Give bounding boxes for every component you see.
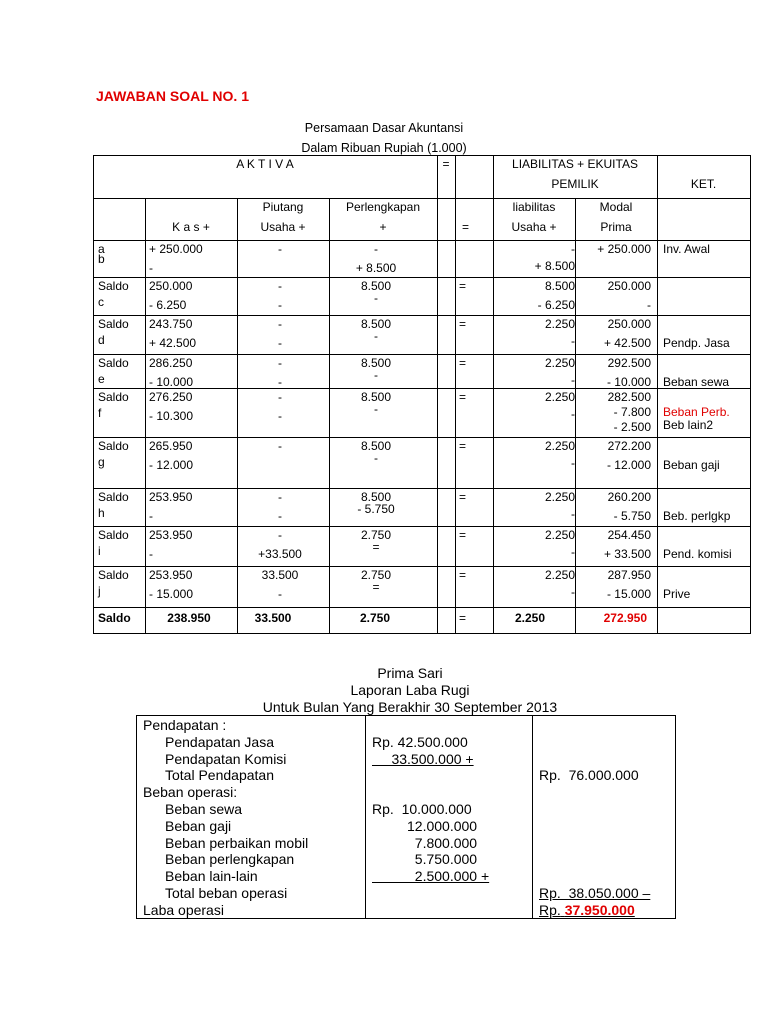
- modal-value: 272.200: [607, 439, 651, 453]
- ket-value: Pend. komisi: [663, 547, 732, 561]
- header-ket: KET.: [690, 177, 717, 191]
- statement-line-label: Beban gaji: [165, 817, 232, 834]
- final-equals: =: [459, 611, 467, 625]
- report-period: Untuk Bulan Yang Berakhir 30 September 2013: [262, 699, 558, 715]
- kas-value: - 12.000: [149, 458, 194, 472]
- piutang-value: -: [278, 490, 282, 504]
- header-kas: K a s +: [172, 220, 210, 234]
- piutang-value: -: [278, 409, 282, 423]
- final-liabilitas: 2.250: [514, 611, 546, 625]
- company-name: Prima Sari: [377, 665, 443, 681]
- row-label: Saldo: [98, 279, 129, 293]
- modal-value: 260.200: [607, 490, 651, 504]
- kas-value: -: [149, 509, 153, 523]
- ket-value: Beban sewa: [663, 375, 730, 389]
- ket-value: Inv. Awal: [663, 242, 710, 256]
- final-kas: 238.950: [167, 611, 211, 625]
- liabilitas-value: 8.500: [544, 279, 575, 293]
- liabilitas-value: 2.250: [544, 390, 575, 404]
- kas-value: 243.750: [149, 317, 193, 331]
- liabilitas-value: + 8.500: [534, 259, 575, 273]
- modal-value: 250.000: [607, 279, 651, 293]
- row-label: Saldo: [98, 439, 129, 453]
- report-name: Laporan Laba Rugi: [350, 682, 470, 698]
- perlengkapan-value: 8.500: [360, 390, 392, 404]
- header-modal-prima: Prima: [600, 220, 632, 234]
- row-label: c: [98, 295, 104, 309]
- kas-value: 286.250: [149, 356, 193, 370]
- perlengkapan-value: -: [374, 368, 378, 382]
- modal-value: + 42.500: [603, 336, 651, 350]
- modal-value: - 15.000: [606, 587, 651, 601]
- header-equals-2: =: [462, 220, 470, 234]
- row-label: Saldo: [98, 317, 129, 331]
- piutang-value: -: [278, 390, 282, 404]
- row-label: j: [98, 584, 101, 598]
- statement-line-label: Beban perlengkapan: [165, 851, 295, 868]
- laba-operasi-value: Rp. 37.950.000: [539, 901, 635, 918]
- kas-value: 265.950: [149, 439, 193, 453]
- liabilitas-value: -: [571, 456, 575, 470]
- perlengkapan-value: 8.500: [360, 439, 392, 453]
- statement-total: Rp. 76.000.000: [539, 767, 639, 784]
- row-label: e: [98, 372, 105, 386]
- piutang-value: -: [278, 528, 282, 542]
- header-piutang: Piutang: [262, 200, 304, 214]
- perlengkapan-value: -: [374, 242, 378, 256]
- perlengkapan-value: 8.500: [360, 317, 392, 331]
- liabilitas-value: -: [571, 545, 575, 559]
- modal-value: - 2.500: [613, 420, 651, 434]
- row-label: h: [98, 506, 105, 520]
- row-label: a: [98, 242, 105, 256]
- row-label: Saldo: [98, 356, 129, 370]
- perlengkapan-value: 2.750: [360, 528, 392, 542]
- equals-sign: =: [459, 439, 467, 453]
- piutang-value: -: [278, 317, 282, 331]
- piutang-value: -: [278, 439, 282, 453]
- liabilitas-value: -: [571, 242, 575, 256]
- modal-value: + 33.500: [603, 547, 651, 561]
- perlengkapan-value: =: [372, 580, 380, 594]
- modal-value: - 10.000: [606, 375, 651, 389]
- income-statement-table: [136, 715, 676, 919]
- statement-line-label: Beban perbaikan mobil: [165, 834, 309, 851]
- equals-sign: =: [459, 317, 467, 331]
- final-modal: 272.950: [603, 611, 647, 625]
- equals-sign: =: [459, 356, 467, 370]
- piutang-value: -: [278, 336, 282, 350]
- kas-value: - 10.000: [149, 375, 194, 389]
- row-label: Saldo: [98, 528, 129, 542]
- final-saldo-label: Saldo: [98, 611, 131, 625]
- row-label: b: [98, 252, 105, 266]
- row-label: Saldo: [98, 490, 129, 504]
- statement-line-label: Beban sewa: [165, 801, 243, 817]
- ket-value: Beban Perb.: [663, 405, 730, 419]
- modal-value: - 5.750: [613, 509, 651, 523]
- kas-value: 253.950: [149, 490, 193, 504]
- subtitle-persamaan: Persamaan Dasar Akuntansi: [304, 121, 464, 135]
- piutang-value: +33.500: [258, 547, 302, 561]
- perlengkapan-value: 2.750: [360, 568, 392, 582]
- statement-amount: 12.000.000: [372, 817, 478, 834]
- kas-value: + 42.500: [149, 336, 197, 350]
- statement-amount: 5.750.000: [372, 851, 478, 868]
- kas-value: - 6.250: [149, 298, 187, 312]
- liabilitas-value: 2.250: [544, 439, 575, 453]
- kas-value: + 250.000: [149, 242, 203, 256]
- piutang-value: -: [278, 279, 282, 293]
- page-title: JAWABAN SOAL NO. 1: [96, 88, 249, 104]
- perlengkapan-value: -: [374, 402, 378, 416]
- piutang-value: -: [278, 242, 282, 256]
- kas-value: -: [149, 547, 153, 561]
- row-label: d: [98, 333, 105, 347]
- header-modal: Modal: [599, 200, 633, 214]
- kas-value: - 15.000: [149, 587, 194, 601]
- liabilitas-value: 2.250: [544, 317, 575, 331]
- row-label: f: [98, 406, 102, 420]
- liabilitas-value: -: [571, 407, 575, 421]
- header-pemilik: PEMILIK: [551, 177, 599, 191]
- kas-value: 250.000: [149, 279, 193, 293]
- modal-value: - 7.800: [613, 405, 651, 419]
- modal-value: 250.000: [607, 317, 651, 331]
- subtitle-satuan: Dalam Ribuan Rupiah (1.000): [301, 141, 467, 155]
- statement-line-label: Beban lain-lain: [165, 868, 258, 885]
- liabilitas-value: -: [571, 507, 575, 521]
- equals-sign: =: [459, 279, 467, 293]
- piutang-value: -: [278, 587, 282, 601]
- header-liabilitas: liabilitas: [512, 200, 556, 214]
- statement-amount: Rp. 10.000.000: [372, 801, 472, 817]
- header-perlengkapan: Perlengkapan: [345, 200, 421, 214]
- statement-line-label: Pendapatan Jasa: [165, 733, 274, 750]
- row-label: Saldo: [98, 390, 129, 404]
- header-piutang-usaha: Usaha +: [260, 220, 306, 234]
- modal-value: 282.500: [607, 390, 651, 404]
- row-label: g: [98, 455, 105, 469]
- ket-value: Beban gaji: [663, 458, 720, 472]
- perlengkapan-value: 8.500: [360, 356, 392, 370]
- final-piutang: 33.500: [254, 611, 292, 625]
- liabilitas-value: 2.250: [544, 528, 575, 542]
- perlengkapan-value: -: [374, 291, 378, 305]
- kas-value: 276.250: [149, 390, 193, 404]
- statement-line-label: Beban operasi:: [143, 784, 238, 801]
- liabilitas-value: 2.250: [544, 356, 575, 370]
- statement-amount: 33.500.000 +: [372, 750, 474, 767]
- kas-value: 253.950: [149, 528, 193, 542]
- modal-value: - 12.000: [606, 458, 651, 472]
- equals-sign: =: [459, 390, 467, 404]
- ket-value: Pendp. Jasa: [663, 336, 730, 350]
- liabilitas-value: -: [571, 585, 575, 599]
- ket-value: Prive: [663, 587, 691, 601]
- piutang-value: 33.500: [261, 568, 299, 582]
- piutang-value: -: [278, 375, 282, 389]
- accounting-equation-table: [93, 155, 750, 633]
- header-aktiva: A K T I V A: [236, 157, 294, 171]
- perlengkapan-value: - 5.750: [357, 502, 395, 516]
- perlengkapan-value: + 8.500: [355, 261, 397, 275]
- perlengkapan-value: =: [372, 540, 380, 554]
- statement-amount: Rp. 42.500.000: [372, 733, 468, 750]
- row-label: i: [98, 544, 101, 558]
- perlengkapan-value: -: [374, 451, 378, 465]
- perlengkapan-value: -: [374, 329, 378, 343]
- piutang-value: -: [278, 298, 282, 312]
- statement-line-label: Pendapatan Komisi: [165, 750, 287, 767]
- kas-value: -: [149, 261, 153, 275]
- statement-line-label: Total Pendapatan: [165, 767, 274, 784]
- header-perlengkapan-plus: +: [379, 220, 387, 234]
- equals-sign: =: [459, 490, 467, 504]
- final-perlengkapan: 2.750: [359, 611, 391, 625]
- modal-value: + 250.000: [597, 242, 651, 256]
- kas-value: 253.950: [149, 568, 193, 582]
- piutang-value: -: [278, 356, 282, 370]
- statement-line-label: Total beban operasi: [165, 885, 288, 901]
- header-equals: =: [442, 157, 450, 171]
- perlengkapan-value: 8.500: [360, 490, 392, 504]
- modal-value: 254.450: [607, 528, 651, 542]
- header-liabilitas-usaha: Usaha +: [511, 220, 557, 234]
- modal-value: 292.500: [607, 356, 651, 370]
- piutang-value: -: [278, 509, 282, 523]
- liabilitas-value: 2.250: [544, 568, 575, 582]
- perlengkapan-value: 8.500: [360, 279, 392, 293]
- statement-amount: 7.800.000: [372, 834, 478, 851]
- modal-value: -: [647, 298, 651, 312]
- liabilitas-value: -: [571, 373, 575, 387]
- row-label: Saldo: [98, 568, 129, 582]
- kas-value: - 10.300: [149, 409, 194, 423]
- equals-sign: =: [459, 528, 467, 542]
- liabilitas-value: 2.250: [544, 490, 575, 504]
- ket-value: Beb. perlgkp: [663, 509, 731, 523]
- statement-line-label: Laba operasi: [143, 901, 224, 918]
- modal-value: 287.950: [607, 568, 651, 582]
- statement-amount: 2.500.000 +: [372, 868, 490, 885]
- ket-value: Beb lain2: [663, 418, 714, 432]
- statement-total: Rp. 38.050.000 –: [539, 885, 651, 901]
- liabilitas-value: - 6.250: [537, 298, 575, 312]
- equals-sign: =: [459, 568, 467, 582]
- liabilitas-value: -: [571, 334, 575, 348]
- header-liabilitas-ekuitas: LIABILITAS + EKUITAS: [512, 157, 638, 171]
- statement-line-label: Pendapatan :: [143, 717, 227, 733]
